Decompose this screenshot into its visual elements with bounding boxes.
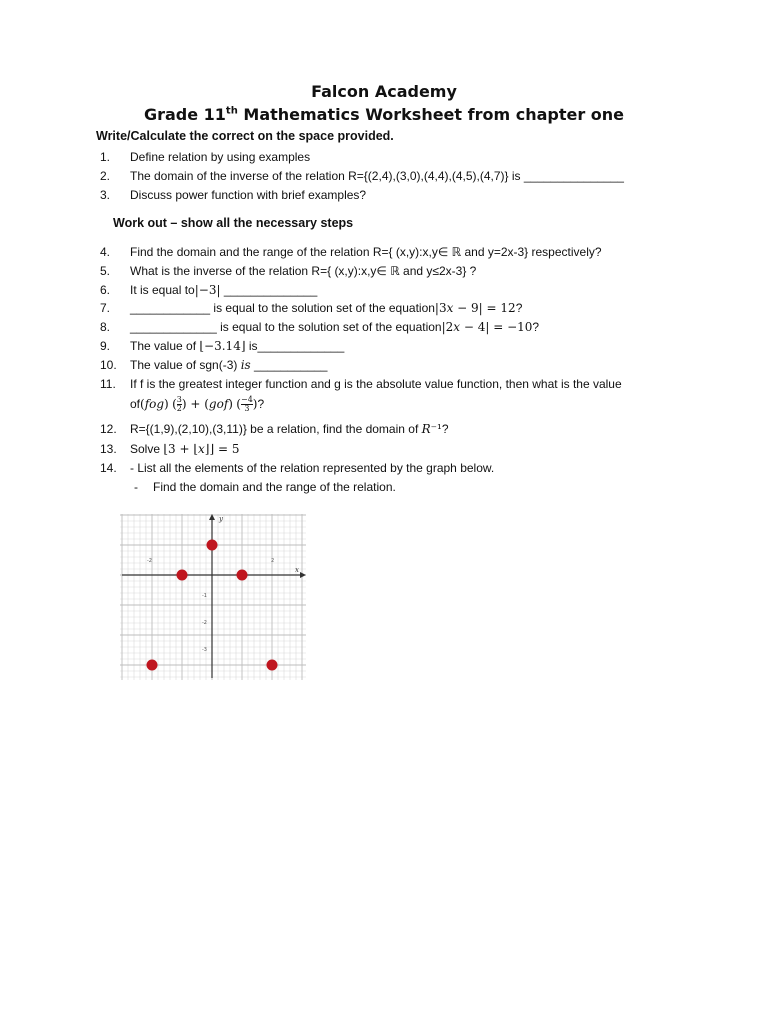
tick-label-y-neg2: -2 xyxy=(202,620,207,626)
worksheet-title xyxy=(0,105,768,124)
question-text: of xyxy=(130,397,141,411)
question-number: 4. xyxy=(100,245,111,259)
relation-point xyxy=(147,660,158,671)
math-expression: 𝑖𝑠 xyxy=(240,358,251,372)
title-grade: Grade 11 xyxy=(143,105,226,124)
relation-point xyxy=(207,540,218,551)
question-1 xyxy=(100,149,310,165)
relation-graph xyxy=(118,512,308,682)
school-title: Falcon Academy xyxy=(311,82,457,101)
question-14-sub xyxy=(134,479,396,495)
question-9 xyxy=(100,338,344,354)
question-number: 11. xyxy=(100,377,116,391)
sub-bullet: - xyxy=(134,480,138,494)
math-expression: 𝑅⁻¹ xyxy=(421,422,442,436)
question-number: 12. xyxy=(100,422,117,436)
question-text: The domain of the inverse of the relation R={(2,4),(3,0),(4,4),(4,5),(4,7)} is _______________ xyxy=(130,169,624,183)
math-expression: ⌊3 + ⌊𝑥⌋⌋ = 5 xyxy=(163,442,240,456)
question-text: Find the domain and the range of the relation. xyxy=(153,480,396,494)
question-text: It is equal to xyxy=(130,283,195,297)
question-12 xyxy=(100,421,449,437)
question-14 xyxy=(100,460,494,476)
question-10 xyxy=(100,357,327,373)
fraction-numerator: −4 xyxy=(240,395,253,405)
question-3 xyxy=(100,187,366,203)
question-number: 1. xyxy=(100,150,111,164)
fraction-numerator: 3 xyxy=(176,395,182,405)
relation-point xyxy=(267,660,278,671)
tick-label-y-neg3: -3 xyxy=(202,647,207,653)
question-number: 2. xyxy=(100,169,111,183)
question-2 xyxy=(100,168,624,184)
axis-label-y: y xyxy=(219,515,223,523)
question-end: ? xyxy=(257,397,265,411)
tick-label-x-2: 2 xyxy=(271,558,275,564)
question-text: Find the domain and the range of the relation R={ (x,y):x,y∈ ℝ and y=2x-3} respectively? xyxy=(130,245,602,259)
question-text: Define relation by using examples xyxy=(130,150,311,164)
tick-label-y-neg1: -1 xyxy=(202,593,207,599)
question-text: _____________ is equal to the solution set of the equation xyxy=(130,320,442,334)
section-heading: Work out – show all the necessary steps xyxy=(113,216,354,230)
question-13 xyxy=(100,441,240,457)
question-text: Discuss power function with brief examples? xyxy=(130,188,367,202)
question-8 xyxy=(100,319,539,335)
question-6 xyxy=(100,282,317,298)
question-11 xyxy=(100,376,622,392)
fraction-2 xyxy=(241,396,253,413)
math-expression: |−3| xyxy=(194,283,221,297)
question-number: 8. xyxy=(100,320,111,334)
plus-sign: + xyxy=(186,397,205,411)
question-end: ? xyxy=(441,422,449,436)
answer-blank: ___________ xyxy=(250,358,328,372)
question-5 xyxy=(100,263,476,279)
question-end: ? xyxy=(532,320,540,334)
question-number: 13. xyxy=(100,442,117,456)
question-text: The value of xyxy=(130,339,200,353)
question-text: - List all the elements of the relation represented by the graph below. xyxy=(130,461,495,475)
tick-label-x-neg2: -2 xyxy=(147,558,152,564)
relation-point xyxy=(237,570,248,581)
math-expression: ⌊−3.14⌋ xyxy=(199,339,246,353)
instruction: Write/Calculate the correct on the space provided. xyxy=(96,129,394,143)
question-number: 14. xyxy=(100,461,117,475)
math-gof: (𝑔𝑜𝑓) xyxy=(204,397,233,411)
question-number: 9. xyxy=(100,339,111,353)
fraction-denominator: 3 xyxy=(241,404,253,413)
axis-label-x: x xyxy=(295,566,299,574)
math-fog: (𝑓𝑜𝑔) xyxy=(140,397,169,411)
title-rest: Mathematics Worksheet from chapter one xyxy=(237,105,625,124)
fraction-denominator: 2 xyxy=(176,404,182,414)
question-4 xyxy=(100,244,602,260)
answer-blank: is_____________ xyxy=(245,339,345,353)
question-text: Solve xyxy=(130,442,164,456)
relation-point xyxy=(177,570,188,581)
question-number: 5. xyxy=(100,264,111,278)
math-expression: |3𝑥 − 9| = 12 xyxy=(434,301,516,315)
question-7 xyxy=(100,300,522,316)
question-text: ____________ is equal to the solution set of the equation xyxy=(130,301,435,315)
math-expression: |2𝑥 − 4| = −10 xyxy=(441,320,533,334)
question-text: What is the inverse of the relation R={ (x,y):x,y∈ ℝ and y≤2x-3} ? xyxy=(130,264,477,278)
question-text: The value of sgn(-3) xyxy=(130,358,241,372)
question-number: 6. xyxy=(100,283,111,297)
x-axis-arrow-icon xyxy=(300,572,306,578)
answer-blank: ______________ xyxy=(220,283,318,297)
question-text: If f is the greatest integer function and g is the absolute value function, then what is the value xyxy=(130,377,622,391)
question-text: R={(1,9),(2,10),(3,11)} be a relation, find the domain of xyxy=(130,422,422,436)
question-number: 3. xyxy=(100,188,111,202)
question-11-expression: of(𝑓𝑜𝑔) ( $\frac{3}{2}$ ) + (𝑔𝑜𝑓) ( $\frac{-4}{3}$ )? xyxy=(130,395,265,414)
title-sup: th xyxy=(225,105,238,117)
question-end: ? xyxy=(515,301,523,315)
question-number: 7. xyxy=(100,301,111,315)
question-number: 10. xyxy=(100,358,117,372)
